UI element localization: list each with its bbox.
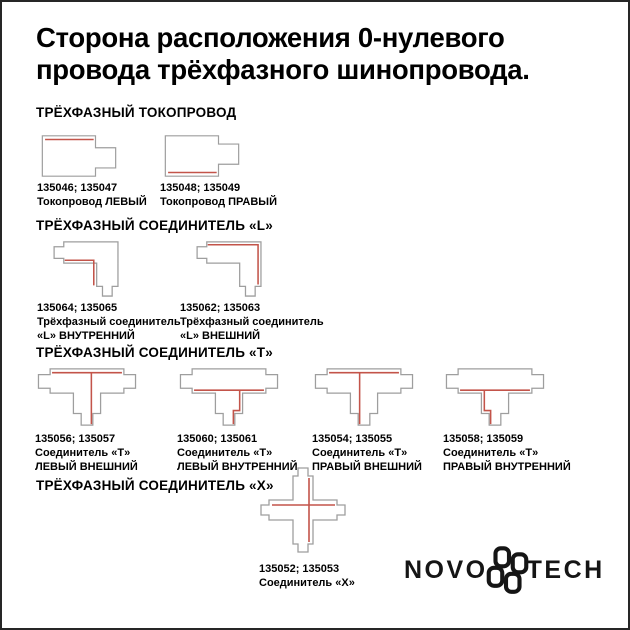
novotech-logo bbox=[404, 538, 605, 602]
section-heading-feed: ТРЁХФАЗНЫЙ ТОКОПРОВОД bbox=[36, 105, 237, 120]
item-name: «L» ВНУТРЕННИЙ bbox=[37, 330, 135, 342]
item-code: 135064; 135065 bbox=[37, 302, 118, 314]
item-name: Токопровод ЛЕВЫЙ bbox=[37, 196, 147, 208]
section-heading-t-connector: ТРЁХФАЗНЫЙ СОЕДИНИТЕЛЬ «Т» bbox=[36, 345, 273, 360]
item-name: Соединитель «Т» bbox=[177, 447, 273, 459]
logo-text-left: NOVO bbox=[404, 555, 488, 584]
feed-left-diagram bbox=[37, 134, 121, 178]
logo-text-right: TECH bbox=[526, 555, 605, 584]
item-name: «L» ВНЕШНИЙ bbox=[180, 330, 261, 342]
t-connector-left-inner-diagram bbox=[177, 363, 281, 429]
item-caption bbox=[35, 432, 175, 474]
item-caption bbox=[160, 181, 290, 209]
item-name: Трёхфазный соединитель bbox=[180, 316, 324, 328]
item-code: 135054; 135055 bbox=[312, 433, 393, 445]
product-item-t-right-inner bbox=[443, 363, 593, 474]
product-item-feed-left bbox=[37, 134, 161, 209]
l-connector-inner-diagram bbox=[51, 238, 123, 298]
item-caption bbox=[37, 181, 161, 209]
item-name: Соединитель «Х» bbox=[259, 577, 355, 589]
feed-right-diagram bbox=[160, 134, 244, 178]
item-name: Токопровод ПРАВЫЙ bbox=[160, 196, 277, 208]
t-connector-left-outer-diagram bbox=[35, 363, 139, 429]
item-caption bbox=[443, 432, 593, 474]
item-code: 135056; 135057 bbox=[35, 433, 116, 445]
item-name: Соединитель «Т» bbox=[443, 447, 539, 459]
novotech-flower-icon bbox=[485, 540, 530, 600]
item-caption bbox=[259, 562, 389, 590]
product-item-x bbox=[259, 466, 389, 590]
t-connector-right-inner-diagram bbox=[443, 363, 547, 429]
item-code: 135046; 135047 bbox=[37, 182, 118, 194]
product-item-l-outer bbox=[180, 238, 330, 343]
item-name: ЛЕВЫЙ ВНУТРЕННИЙ bbox=[177, 461, 298, 473]
product-item-t-left-inner bbox=[177, 363, 309, 474]
item-name: Соединитель «Т» bbox=[35, 447, 131, 459]
product-item-l-inner bbox=[37, 238, 181, 343]
page-title-line1: Сторона расположения 0-нулевого bbox=[36, 22, 505, 53]
item-code: 135060; 135061 bbox=[177, 433, 258, 445]
product-item-t-left-outer bbox=[35, 363, 175, 474]
product-item-t-right-outer bbox=[312, 363, 440, 474]
item-name: ПРАВЫЙ ВНУТРЕННИЙ bbox=[443, 461, 571, 473]
item-code: 135052; 135053 bbox=[259, 563, 340, 575]
l-connector-outer-diagram bbox=[194, 238, 266, 298]
section-heading-l-connector: ТРЁХФАЗНЫЙ СОЕДИНИТЕЛЬ «L» bbox=[36, 218, 273, 233]
item-caption bbox=[180, 301, 330, 343]
section-heading-x-connector: ТРЁХФАЗНЫЙ СОЕДИНИТЕЛЬ «Х» bbox=[36, 478, 274, 493]
item-name: Соединитель «Т» bbox=[312, 447, 408, 459]
item-code: 135048; 135049 bbox=[160, 182, 241, 194]
x-connector-diagram bbox=[259, 466, 347, 554]
page-title-line2: провода трёхфазного шинопровода. bbox=[36, 54, 530, 85]
item-name: ЛЕВЫЙ ВНЕШНИЙ bbox=[35, 461, 138, 473]
item-code: 135062; 135063 bbox=[180, 302, 261, 314]
t-connector-right-outer-diagram bbox=[312, 363, 416, 429]
item-name: ПРАВЫЙ ВНЕШНИЙ bbox=[312, 461, 422, 473]
product-item-feed-right bbox=[160, 134, 290, 209]
page-title bbox=[36, 22, 616, 86]
item-name: Трёхфазный соединитель bbox=[37, 316, 181, 328]
item-caption bbox=[37, 301, 181, 343]
item-code: 135058; 135059 bbox=[443, 433, 524, 445]
